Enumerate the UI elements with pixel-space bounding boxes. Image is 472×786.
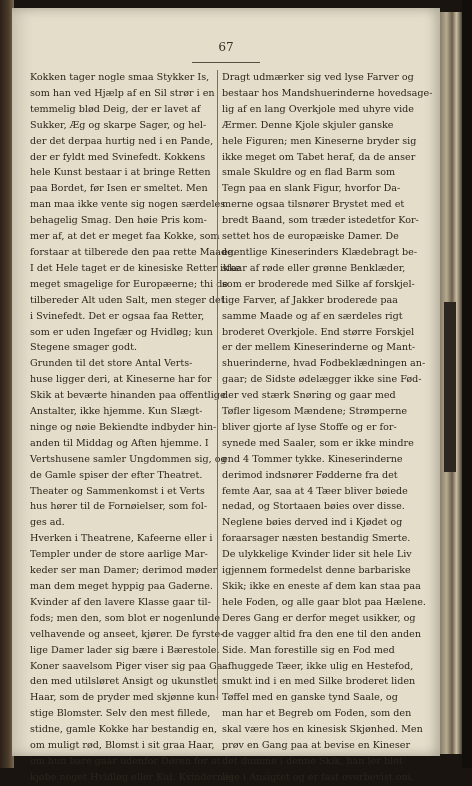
text-line: som han ved Hjælp af en Sil strør i en — [30, 87, 215, 99]
text-line: nedad, og Stortaaen bøies over disse. — [222, 501, 405, 513]
text-line: afhuggede Tæer, ikke ulig en Hestefod, — [222, 660, 414, 672]
text-line: fods; men den, som blot er nogenlunde — [30, 612, 221, 624]
text-line: samme Maade og af en særdeles rigt — [222, 310, 403, 322]
text-line: Anstalter, ikke hjemme. Kun Slægt- — [30, 406, 203, 418]
text-line: derimod indsnører Fødderne fra det — [222, 469, 398, 481]
text-line: stidne, gamle Kokke har bestandig en, — [30, 724, 218, 736]
text-line: Sukker, Æg og skarpe Sager, og hel- — [30, 119, 207, 131]
text-line: der ved stærk Snøring og gaar med — [222, 390, 396, 402]
text-line: Neglene bøies derved ind i Kjødet og — [222, 517, 403, 529]
text-line: den med utilsløret Ansigt og ukunstlet — [30, 676, 217, 688]
text-line: end 4 Tommer tykke. Kineserinderne — [222, 453, 403, 465]
text-line: De ulykkelige Kvinder lider sit hele Liv — [222, 549, 412, 561]
text-line: der det derpaa hurtig ned i en Pande, — [30, 135, 214, 147]
column-divider — [217, 70, 218, 700]
text-line: som er uden Ingefær og Hvidløg; kun — [30, 326, 213, 338]
text-line: synede med Saaler, som er ikke mindre — [222, 437, 414, 449]
text-line: Kvinder af den lavere Klasse gaar til- — [30, 596, 211, 608]
text-line: ges ad. — [30, 517, 65, 529]
text-line: Tøffel med en ganske tynd Saale, og — [222, 692, 398, 704]
text-line: femte Aar, saa at 4 Tæer bliver bøiede — [222, 485, 408, 497]
text-line: broderet Overkjole. End større Forskjel — [222, 326, 415, 338]
text-line: paa Bordet, før Isen er smeltet. Men — [30, 183, 208, 195]
text-line: Stegene smager godt. — [30, 342, 137, 354]
page-number: 67 — [218, 40, 234, 54]
text-line: hus hører til de Fornøielser, som fol- — [30, 501, 208, 513]
text-line: lige i Ansigtet og er fast overbevist om, — [222, 771, 414, 783]
text-line: settet hos de europæiske Damer. De — [222, 231, 399, 243]
text-line: kjøbe noget Hvidløg eller Kul. Kvindernes — [30, 771, 234, 783]
text-line: er der mellem Kineserinderne og Mant- — [222, 342, 416, 354]
text-line: Koner saavelsom Piger viser sig paa Ga- — [30, 660, 226, 672]
text-line: meget smagelige for Europæerne; thi de — [30, 278, 229, 290]
text-line: staar af røde eller grønne Benklæder, — [222, 262, 406, 274]
header-rule — [192, 62, 260, 63]
text-line: bredt Baand, som træder istedetfor Kor- — [222, 215, 419, 227]
text-line: man har et Begreb om Foden, som den — [222, 708, 412, 720]
background-edge — [462, 0, 472, 768]
text-line: skal være hos en kinesisk Skjønhed. Men — [222, 724, 423, 736]
text-line: I det Hele taget er de kinesiske Retter ikke — [30, 262, 241, 274]
text-line: Skik; ikke en eneste af dem kan staa paa — [222, 581, 421, 592]
text-line: Tegn paa en slank Figur, hvorfor Da- — [222, 183, 401, 195]
text-line: Hverken i Theatrene, Kafeerne eller i — [30, 533, 213, 545]
text-line: smale Skuldre og en flad Barm som — [222, 167, 396, 179]
text-line: forstaar at tilberede den paa rette Maade. — [30, 246, 236, 258]
text-line: shuerinderne, hvad Fodbeklædningen an- — [222, 358, 426, 370]
text-line: Dragt udmærker sig ved lyse Farver og — [222, 72, 414, 83]
text-line: velhavende og anseet, kjører. De fyrstе- — [30, 628, 224, 640]
text-line: der er fyldt med Svinefedt. Kokkens — [30, 151, 206, 163]
text-line: man dem meget hyppig paa Gaderne. — [30, 581, 213, 592]
text-line: de vagger altid fra den ene til den anden — [222, 628, 422, 640]
text-line: bliver gjorte af lyse Stoffe og er for- — [222, 421, 397, 433]
text-line: hele Foden, og alle gaar blot paa Hælene. — [222, 596, 426, 608]
text-line: lige Damer lader sig bære i Bærestole. — [30, 644, 220, 656]
text-line: man maa ikke vente sig nogen særdeles — [30, 199, 226, 211]
right-text-column — [222, 70, 433, 786]
text-line: Tøfler ligesom Mændene; Strømperne — [222, 406, 408, 418]
left-text-column — [30, 70, 241, 786]
text-line: det dumme i denne Skik, han ler blot — [222, 755, 403, 767]
text-line: tilbereder Alt uden Salt, men steger det — [30, 294, 225, 306]
text-line: anden til Middag og Aften hjemme. I — [30, 437, 209, 449]
page-edges — [440, 12, 462, 754]
text-line: stige Blomster. Selv den mest fillede, — [30, 708, 211, 720]
text-line: i Svinefedt. Det er ogsaa faa Retter, — [30, 310, 205, 322]
text-line: om hun bare gaar udenfor Døren for at — [30, 755, 221, 767]
text-line: Kokken tager nogle smaa Stykker Is, — [30, 72, 210, 83]
text-line: Deres Gang er derfor meget usikker, og — [222, 612, 416, 624]
text-line: merne ogsaa tilsnører Brystet med et — [222, 199, 405, 211]
text-line: gaar; de Sidste ødelægger ikke sine Fød- — [222, 374, 422, 386]
text-line: ikke meget om Tabet heraf, da de anser — [222, 151, 416, 163]
text-line: smukt ind i en med Silke broderet liden — [222, 676, 416, 688]
text-line: Skik at beværte hinanden paa offentlige — [30, 390, 226, 402]
text-line: Ærmer. Denne Kjole skjuler ganske — [222, 119, 394, 131]
text-line: lig af en lang Overkjole med uhyre vide — [222, 103, 414, 115]
text-line: keder ser man Damer; derimod møder — [30, 565, 218, 577]
text-line: Templer under de store aarlige Mar- — [30, 549, 208, 561]
text-line: bestaar hos Mandshuerinderne hovedsage- — [222, 87, 433, 99]
text-line: igjennem formedelst denne barbariske — [222, 565, 411, 577]
book-page — [12, 8, 440, 783]
text-line: foraarsager næsten bestandig Smerte. — [222, 533, 411, 545]
text-line: hele Figuren; men Kineserne bryder sig — [222, 135, 417, 147]
text-line: Haar, som de pryder med skjønne kun- — [30, 692, 219, 704]
text-line: behagelig Smag. Den høie Pris kom- — [30, 215, 207, 227]
text-line: Side. Man forestille sig en Fod med — [222, 644, 395, 656]
text-line: som er broderede med Silke af forskjel- — [222, 278, 415, 290]
text-line: egentlige Kineserinders Klædebragt be- — [222, 246, 418, 258]
text-line: lige Farver, af Jakker broderede paa — [222, 294, 398, 306]
text-line: Grunden til det store Antal Verts- — [30, 358, 193, 370]
text-line: mer af, at det er meget faa Kokke, som — [30, 231, 220, 243]
text-line: Theater og Sammenkomst i et Verts — [30, 485, 205, 497]
text-line: prøv en Gang paa at bevise en Kineser — [222, 740, 411, 752]
ribbon-marker — [444, 302, 456, 472]
text-line: huse ligger deri, at Kineserne har for — [30, 374, 212, 386]
text-line: om muligt rød, Blomst i sit graa Haar, — [30, 740, 215, 752]
text-line: de Gamle spiser der efter Theatret. — [30, 469, 203, 481]
text-line: hele Kunst bestaar i at bringe Retten — [30, 167, 211, 179]
text-line: temmelig blød Deig, der er lavet af — [30, 103, 201, 115]
text-line: ninge og nøie Bekiendte indbyder hin- — [30, 421, 217, 433]
text-line: Vertshusene samler Ungdommen sig, og — [30, 453, 227, 465]
